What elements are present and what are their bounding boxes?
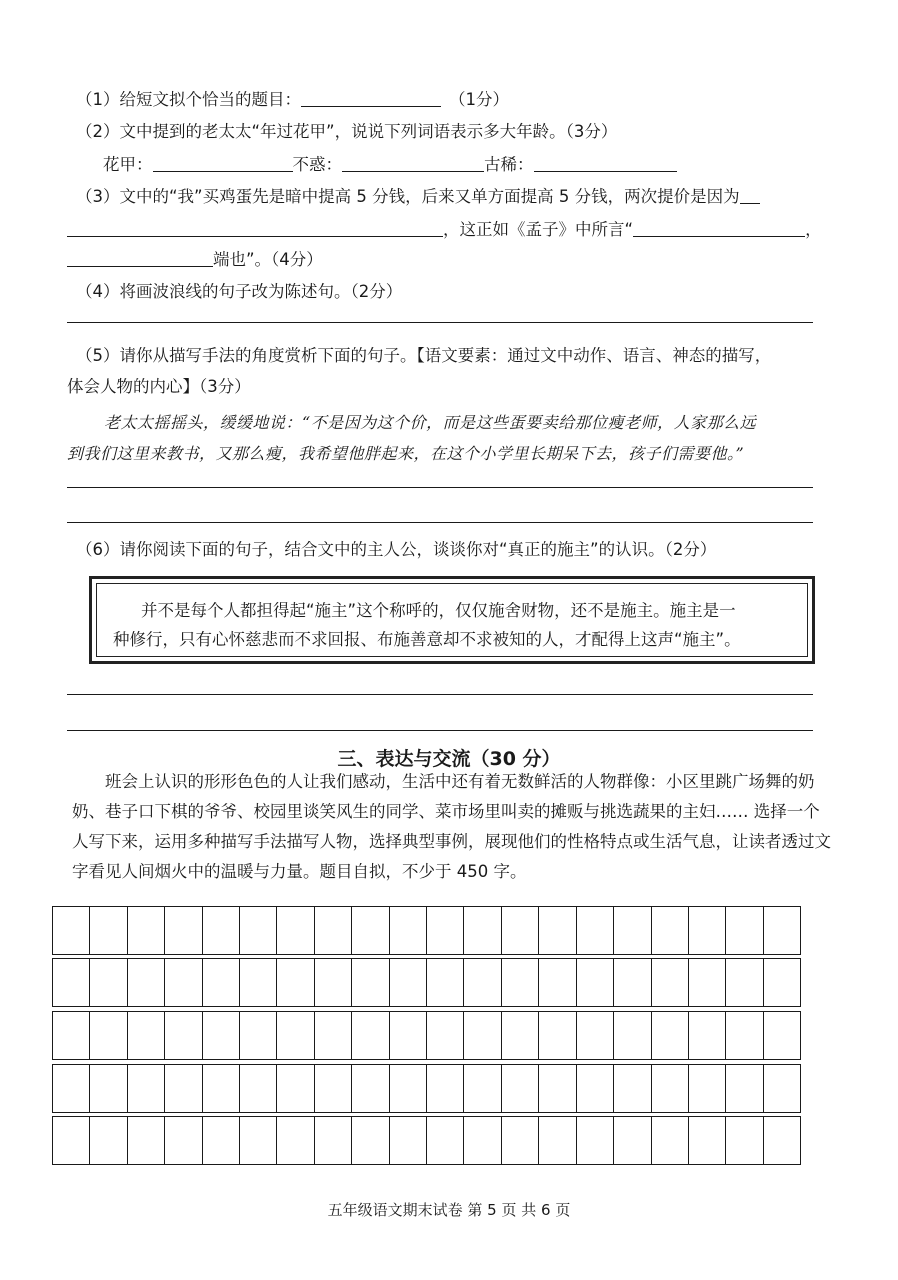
writing-grid-cell[interactable] [577,1012,614,1059]
writing-grid-cell[interactable] [165,1117,202,1164]
writing-grid-cell[interactable] [427,1065,464,1112]
writing-grid-cell[interactable] [577,1065,614,1112]
quote-line2: 到我们这里来教书，又那么瘦，我希望他胖起来，在这个小学里长期呆下去，孩子们需要他。” [67,444,745,463]
writing-grid-cell[interactable] [390,959,427,1006]
writing-grid-cell[interactable] [427,959,464,1006]
answer-blank-buhuo[interactable] [342,155,484,172]
question-3-tail: 端也”。（4分） [213,250,323,269]
writing-grid-cell[interactable] [464,907,501,954]
writing-grid-row[interactable] [52,1011,801,1060]
writing-grid-cell[interactable] [240,907,277,954]
answer-blank-reason[interactable] [67,220,443,237]
writing-grid-cell[interactable] [726,1117,763,1164]
writing-grid-cell[interactable] [90,959,127,1006]
answer-line-q6-2[interactable] [67,730,813,731]
question-2: （2）文中提到的老太太“年过花甲”，说说下列词语表示多大年龄。（3分） [76,122,618,141]
writing-grid-cell[interactable] [128,1012,165,1059]
question-6: （6）请你阅读下面的句子，结合文中的主人公，谈谈你对“真正的施主”的认识。（2分） [76,540,717,559]
writing-grid-cell[interactable] [502,1012,539,1059]
writing-grid-cell[interactable] [203,1065,240,1112]
writing-grid-cell[interactable] [652,1012,689,1059]
writing-grid-cell[interactable] [203,1117,240,1164]
writing-grid-cell[interactable] [652,907,689,954]
writing-grid-cell[interactable] [352,1012,389,1059]
term-buhuo: 不惑： [292,155,342,174]
writing-grid-cell[interactable] [352,959,389,1006]
writing-grid-cell[interactable] [352,1117,389,1164]
writing-grid-cell[interactable] [240,1065,277,1112]
writing-grid-cell[interactable] [53,959,90,1006]
writing-grid-cell[interactable] [726,1065,763,1112]
writing-grid-cell[interactable] [764,1117,800,1164]
writing-grid-cell[interactable] [315,907,352,954]
writing-grid-cell[interactable] [689,1117,726,1164]
writing-grid-cell[interactable] [539,907,576,954]
writing-grid-cell[interactable] [464,1012,501,1059]
writing-grid-cell[interactable] [502,959,539,1006]
term-huajia: 花甲： [103,155,153,174]
writing-grid-cell[interactable] [652,1065,689,1112]
writing-grid-cell[interactable] [652,959,689,1006]
writing-grid-cell[interactable] [464,959,501,1006]
writing-grid-cell[interactable] [689,907,726,954]
writing-grid-cell[interactable] [502,1117,539,1164]
writing-grid-cell[interactable] [165,1012,202,1059]
writing-grid-cell[interactable] [726,907,763,954]
writing-grid-cell[interactable] [240,1117,277,1164]
writing-grid-cell[interactable] [577,959,614,1006]
writing-grid-row[interactable] [52,958,801,1007]
term-guxi: 古稀： [484,155,534,174]
writing-grid-cell[interactable] [277,1012,314,1059]
answer-line-q5-2[interactable] [67,522,813,523]
writing-grid-cell[interactable] [240,1012,277,1059]
writing-grid-cell[interactable] [502,907,539,954]
writing-grid-cell[interactable] [539,1065,576,1112]
writing-grid-cell[interactable] [614,1065,651,1112]
writing-grid-cell[interactable] [689,1065,726,1112]
question-2-terms [103,155,677,175]
writing-grid-cell[interactable] [614,907,651,954]
writing-grid-row[interactable] [52,906,801,955]
writing-grid-cell[interactable] [277,959,314,1006]
writing-grid-cell[interactable] [539,1117,576,1164]
section-3-prompt: 班会上认识的形形色色的人让我们感动，生活中还有着无数鲜活的人物群像：小区里跳广场舞的奶奶、巷子口下棋的爷爷、校园里谈笑风生的同学、菜市场里叫卖的摊贩与挑选蔬果的主妇…… 选择一个人写下来，运用多种描写手法描写人物，选择典型事例，展现他们的性格特点或生活气息，让读者透过文字看见人间烟火中的温暖与力量。题目自拟，不少于 450 字。 [72,772,831,881]
quote-box-line1: 并不是每个人都担得起“施主”这个称呼的，仅仅施舍财物，还不是施主。施主是一 [141,601,736,620]
writing-grid-cell[interactable] [539,959,576,1006]
question-3-text: （3）文中的“我”买鸡蛋先是暗中提高 5 分钱，后来又单方面提高 5 分钱，两次提价是因为 [76,187,740,206]
question-1-text: （1）给短文拟个恰当的题目： [76,90,301,109]
writing-grid-cell[interactable] [128,1117,165,1164]
answer-blank-title[interactable] [301,90,441,107]
question-1 [76,90,509,110]
writing-grid-cell[interactable] [577,907,614,954]
writing-grid-cell[interactable] [764,907,800,954]
writing-grid-cell[interactable] [165,1065,202,1112]
quote-line1: 老太太摇摇头，缓缓地说：“不是因为这个价，而是这些蛋要卖给那位瘦老师，人家那么远 [104,413,757,432]
writing-grid-cell[interactable] [427,907,464,954]
question-3-line2 [67,220,822,240]
writing-grid-cell[interactable] [53,1065,90,1112]
writing-grid-cell[interactable] [577,1117,614,1164]
writing-grid-cell[interactable] [464,1117,501,1164]
answer-line-q5-1[interactable] [67,487,813,488]
answer-line-q6-1[interactable] [67,694,813,695]
writing-grid-cell[interactable] [427,1012,464,1059]
writing-grid-cell[interactable] [165,907,202,954]
answer-blank-mencius[interactable] [633,220,805,237]
writing-grid-cell[interactable] [90,907,127,954]
question-5-line1: （5）请你从描写手法的角度赏析下面的句子。【语文要素：通过文中动作、语言、神态的描写， [76,346,772,365]
writing-grid-cell[interactable] [53,1012,90,1059]
question-3-comma: ， [805,220,822,239]
writing-grid-cell[interactable] [764,959,800,1006]
writing-grid-cell[interactable] [352,1065,389,1112]
writing-grid-cell[interactable] [53,1117,90,1164]
writing-grid-cell[interactable] [464,1065,501,1112]
question-3-mid: ，这正如《孟子》中所言“ [443,220,634,239]
writing-grid-cell[interactable] [90,1065,127,1112]
writing-grid-cell[interactable] [315,959,352,1006]
writing-grid-cell[interactable] [614,959,651,1006]
quote-box-line2: 种修行，只有心怀慈悲而不求回报、布施善意却不求被知的人，才配得上这声“施主”。 [113,630,741,649]
writing-grid-cell[interactable] [128,907,165,954]
writing-grid-cell[interactable] [614,1117,651,1164]
writing-grid-cell[interactable] [203,1012,240,1059]
writing-grid-cell[interactable] [165,959,202,1006]
writing-grid-cell[interactable] [390,907,427,954]
writing-grid-cell[interactable] [689,1012,726,1059]
writing-grid-cell[interactable] [390,1065,427,1112]
writing-grid-cell[interactable] [128,959,165,1006]
writing-grid-cell[interactable] [277,1117,314,1164]
writing-grid-cell[interactable] [53,907,90,954]
writing-grid-cell[interactable] [390,1117,427,1164]
writing-grid-cell[interactable] [502,1065,539,1112]
quote-box [89,576,815,664]
writing-grid-cell[interactable] [203,959,240,1006]
writing-grid-cell[interactable] [539,1012,576,1059]
writing-grid-cell[interactable] [652,1117,689,1164]
writing-grid-cell[interactable] [689,959,726,1006]
quote-box-inner [96,583,808,657]
writing-grid-cell[interactable] [764,1012,800,1059]
question-5-line2: 体会人物的内心】（3分） [67,377,251,396]
answer-line-q4[interactable] [67,322,813,323]
writing-grid-cell[interactable] [726,1012,763,1059]
writing-grid-cell[interactable] [315,1065,352,1112]
writing-grid-cell[interactable] [90,1117,127,1164]
question-4: （4）将画波浪线的句子改为陈述句。（2分） [76,282,403,301]
writing-grid-cell[interactable] [277,907,314,954]
writing-grid-cell[interactable] [315,1117,352,1164]
writing-grid-cell[interactable] [390,1012,427,1059]
answer-blank-guxi[interactable] [534,155,677,172]
writing-grid-cell[interactable] [427,1117,464,1164]
writing-grid-cell[interactable] [240,959,277,1006]
writing-grid-cell[interactable] [352,907,389,954]
writing-grid-cell[interactable] [90,1012,127,1059]
writing-grid-cell[interactable] [726,959,763,1006]
question-1-score: （1分） [449,90,509,109]
writing-grid-row[interactable] [52,1116,801,1165]
writing-grid-cell[interactable] [764,1065,800,1112]
writing-grid-cell[interactable] [315,1012,352,1059]
writing-grid-cell[interactable] [203,907,240,954]
writing-grid-cell[interactable] [614,1012,651,1059]
writing-grid-row[interactable] [52,1064,801,1113]
question-3-line1 [76,187,760,207]
writing-grid-cell[interactable] [277,1065,314,1112]
page-footer: 五年级语文期末试卷 第 5 页 共 6 页 [327,1201,571,1219]
answer-blank-mencius-2[interactable] [67,250,213,267]
answer-blank-huajia[interactable] [153,155,293,172]
answer-blank-reason-start[interactable] [740,187,760,204]
section-3-title: 三、表达与交流（30 分） [337,748,561,770]
question-3-line3 [67,250,323,270]
writing-grid-cell[interactable] [128,1065,165,1112]
